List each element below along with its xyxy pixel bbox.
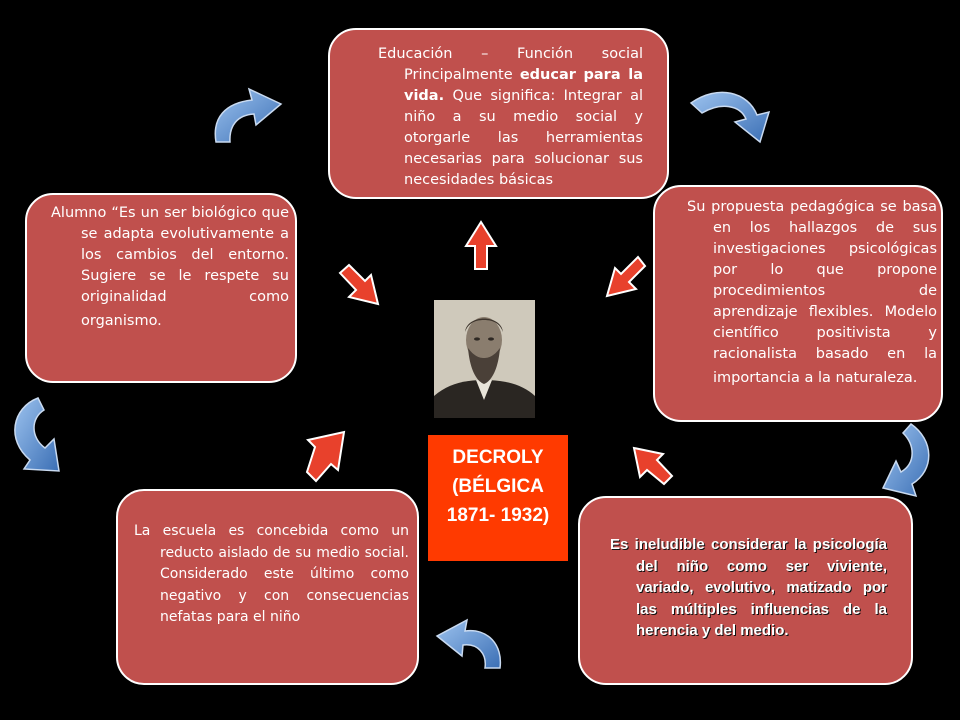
portrait-image xyxy=(434,300,535,418)
box-psychology xyxy=(578,496,913,685)
blue-curved-arrow-top-left-icon xyxy=(215,89,281,142)
center-title-line2: (BÉLGICA xyxy=(452,476,544,497)
box-student-text: Alumno “Es un ser biológico que se adapta evolutivamente a los cambios del entorno. Sugiere se le respete su originalidad como organismo. xyxy=(51,205,289,329)
blue-curved-arrow-bottom-icon xyxy=(437,620,500,668)
box-psychology-text: Es ineludible considerar la psicología del niño como ser viviente, variado, evolutivo, matizado por las múltiples influencias de la herencia y del medio. xyxy=(610,536,887,639)
box-student xyxy=(25,193,297,383)
box-school xyxy=(116,489,419,685)
red-arrow-down-right-icon xyxy=(340,265,378,304)
red-arrow-down-left-icon xyxy=(607,257,645,296)
red-arrow-up-right-icon xyxy=(307,432,344,481)
center-title xyxy=(428,435,568,561)
box-pedagogy xyxy=(653,185,943,422)
center-title-line3: 1871- 1932) xyxy=(446,505,550,526)
box-education xyxy=(328,28,669,199)
box-pedagogy-text: Su propuesta pedagógica se basa en los hallazgos de sus investigaciones psicológicas por lo que propone procedimientos de aprendizaje flexibles. Modelo científico positivista y racionalista basado en la importancia a la naturaleza. xyxy=(687,199,937,386)
portrait-photo xyxy=(434,300,535,418)
box-school-text: La escuela es concebida como un reducto aislado de su medio social. Considerado este último como negativo y con consecuencias nefatas para el niño xyxy=(134,523,409,625)
blue-curved-arrow-top-right-icon xyxy=(691,92,769,142)
red-arrow-up-icon xyxy=(466,222,496,269)
red-arrow-up-left-icon xyxy=(634,448,672,484)
blue-curved-arrow-right-icon xyxy=(883,424,929,496)
blue-curved-arrow-left-icon xyxy=(15,398,59,471)
box-education-text: Educación – Función social Principalmente educar para la vida. Que significa: Integrar al niño a su medio social y otorgarle las herramientas necesarias para solucionar sus necesidades básicas xyxy=(378,46,643,188)
center-title-line1: DECROLY xyxy=(452,447,544,468)
